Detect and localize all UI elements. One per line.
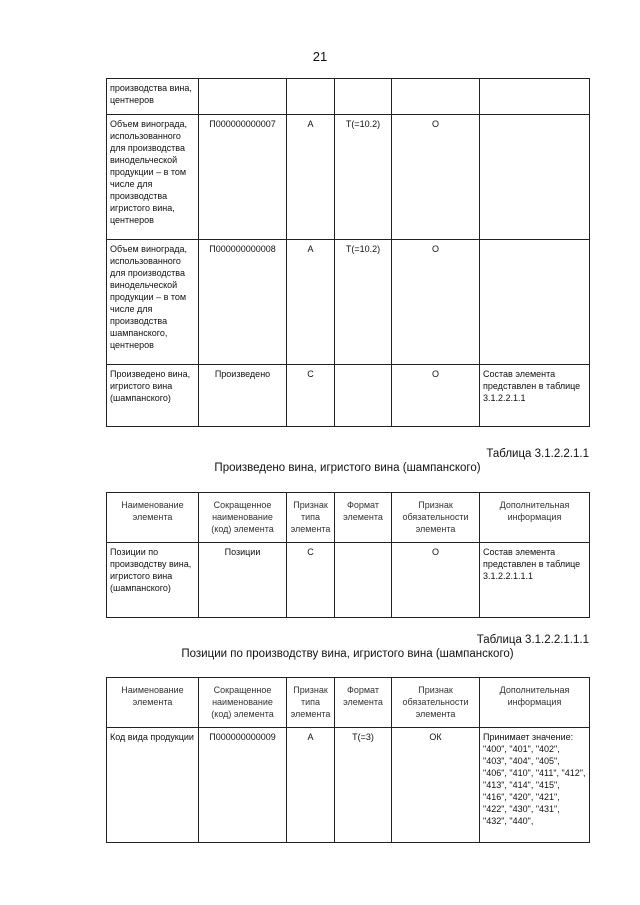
produced-wine-table <box>106 492 590 618</box>
elements-table-continuation <box>106 78 590 427</box>
cell-element-code: Позиции <box>199 543 287 618</box>
table-number: Таблица 3.1.2.2.1.1.1 <box>476 634 589 646</box>
cell-element-required: ОК <box>392 728 480 843</box>
table-header-row <box>107 493 590 543</box>
header-additional-info: Дополнительная информация <box>480 493 590 543</box>
cell-element-name: Позиции по производству вина, игристого вина (шампанского) <box>107 543 199 618</box>
cell-element-info <box>480 240 590 365</box>
header-element-name: Наименование элемента <box>107 493 199 543</box>
table-row <box>107 79 590 115</box>
table-row <box>107 543 590 618</box>
cell-element-type: С <box>287 365 335 427</box>
production-positions-table <box>106 677 590 843</box>
cell-element-name: Объем винограда, использованного для производства винодельческой продукции – в том числе для производства игристого вина, центнеров <box>107 115 199 240</box>
header-element-required: Признак обязательности элемента <box>392 678 480 728</box>
cell-element-format: Т(=3) <box>335 728 392 843</box>
cell-element-required: О <box>392 543 480 618</box>
table-title: Позиции по производству вина, игристого вина (шампанского) <box>181 648 514 660</box>
table-row <box>107 365 590 427</box>
cell-element-type: А <box>287 728 335 843</box>
cell-element-name: Объем винограда, использованного для производства винодельческой продукции – в том числе для производства шампанского, центнеров <box>107 240 199 365</box>
cell-element-format: Т(=10.2) <box>335 240 392 365</box>
header-additional-info: Дополнительная информация <box>480 678 590 728</box>
header-element-code: Сокращенное наименование (код) элемента <box>199 678 287 728</box>
header-element-format: Формат элемента <box>335 678 392 728</box>
table-number: Таблица 3.1.2.2.1.1 <box>486 448 589 460</box>
cell-element-format <box>335 543 392 618</box>
cell-element-info <box>480 115 590 240</box>
cell-element-required: О <box>392 115 480 240</box>
cell-element-type <box>287 79 335 115</box>
cell-element-info: Принимает значение: "400", "401", "402", "403", "404", "405", "406", "410", "411", "412", "413", "414", "415", "416", "420", "421", "422", "430", "431", "432", "440", <box>480 728 590 843</box>
cell-element-name: Код вида продукции <box>107 728 199 843</box>
cell-element-code: П000000000007 <box>199 115 287 240</box>
table-row <box>107 240 590 365</box>
cell-element-format <box>335 79 392 115</box>
cell-element-required <box>392 79 480 115</box>
cell-element-code: Произведено <box>199 365 287 427</box>
cell-element-required: О <box>392 240 480 365</box>
cell-element-info <box>480 79 590 115</box>
cell-element-code: П000000000009 <box>199 728 287 843</box>
header-element-code: Сокращенное наименование (код) элемента <box>199 493 287 543</box>
cell-element-name: производства вина, центнеров <box>107 79 199 115</box>
cell-element-type: А <box>287 115 335 240</box>
table-header-row <box>107 678 590 728</box>
cell-element-info: Состав элемента представлен в таблице 3.1.2.2.1.1 <box>480 365 590 427</box>
cell-element-format <box>335 365 392 427</box>
cell-element-name: Произведено вина, игристого вина (шампанского) <box>107 365 199 427</box>
table-row <box>107 115 590 240</box>
header-element-name: Наименование элемента <box>107 678 199 728</box>
cell-element-type: С <box>287 543 335 618</box>
cell-element-code <box>199 79 287 115</box>
cell-element-info: Состав элемента представлен в таблице 3.1.2.2.1.1.1 <box>480 543 590 618</box>
table-title: Произведено вина, игристого вина (шампанского) <box>214 462 481 474</box>
page-number: 21 <box>312 49 328 64</box>
header-element-type: Признак типа элемента <box>287 678 335 728</box>
cell-element-format: Т(=10.2) <box>335 115 392 240</box>
header-element-required: Признак обязательности элемента <box>392 493 480 543</box>
header-element-type: Признак типа элемента <box>287 493 335 543</box>
table-row <box>107 728 590 843</box>
header-element-format: Формат элемента <box>335 493 392 543</box>
cell-element-required: О <box>392 365 480 427</box>
cell-element-type: А <box>287 240 335 365</box>
cell-element-code: П000000000008 <box>199 240 287 365</box>
